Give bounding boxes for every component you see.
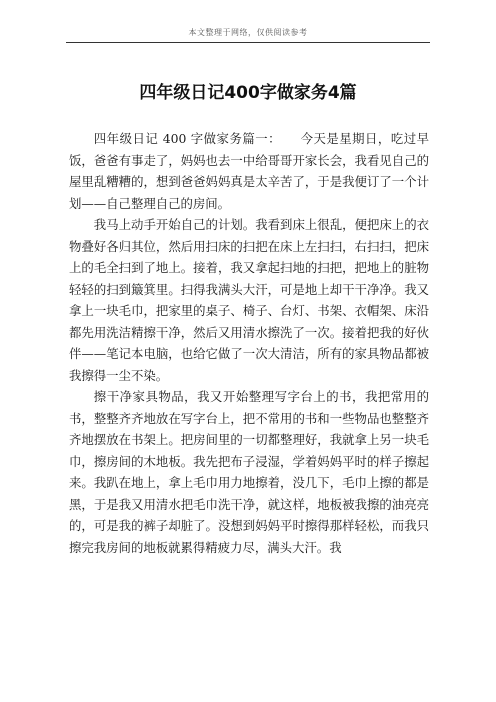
document-body — [69, 128, 429, 558]
paragraph: 四年级日记 400 字做家务篇一： 今天是星期日，吃过早饭，爸爸有事走了，妈妈也去一中给哥哥开家长会，我看见自己的屋里乱糟糟的，想到爸爸妈妈真是太辛苦了，于是我便订了一个计划——自己整理自己的房间。 — [69, 131, 429, 211]
document-title: 四年级日记400字做家务4篇 — [139, 83, 357, 103]
header-divider — [66, 42, 430, 43]
header-note: 本文整理于网络，仅供阅读参考 — [188, 28, 308, 37]
paragraph: 擦干净家具物品，我又开始整理写字台上的书，我把常用的书，整整齐齐地放在写字台上，把不常用的书和一些物品也整整齐齐地摆放在书架上。把房间里的一切都整理好，我就拿上另一块毛巾，擦房间的木地板。我先把布子浸湿，学着妈妈平时的样子擦起来。我趴在地上，拿上毛巾用力地擦着，没几下，毛巾上擦的都是黑，于是我又用清水把毛巾洗干净，就这样，地板被我擦的油亮亮的，可是我的裤子却脏了。没想到妈妈平时擦得那样轻松，而我只擦完我房间的地板就累得精疲力尽，满头大汗。我 — [69, 389, 429, 555]
paragraph: 我马上动手开始自己的计划。我看到床上很乱，便把床上的衣物叠好各归其位，然后用扫床的扫把在床上左扫扫，右扫扫，把床上的毛全扫到了地上。接着，我又拿起扫地的扫把，把地上的脏物轻轻的扫到簸箕里。扫得我满头大汗，可是地上却干干净净。我又拿上一块毛巾，把家里的桌子、椅子、台灯、书架、衣帽架、床沿都先用洗洁精擦干净，然后又用清水擦洗了一次。接着把我的好伙伴——笔记本电脑，也给它做了一次大清洁，所有的家具物品都被我擦得一尘不染。 — [69, 217, 429, 383]
